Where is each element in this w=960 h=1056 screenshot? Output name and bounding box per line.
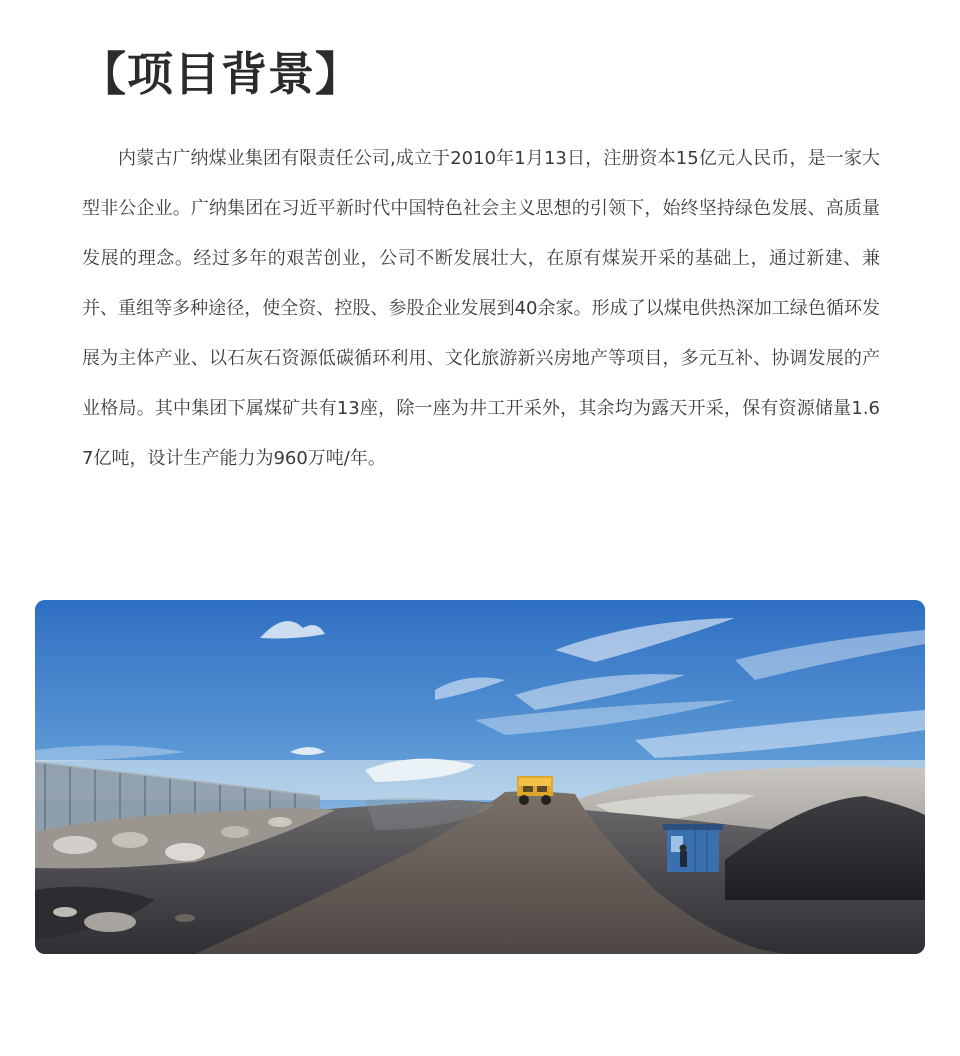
guard-hut xyxy=(663,824,723,872)
project-background-paragraph: 内蒙古广纳煤业集团有限责任公司,成立于2010年1月13日，注册资本15亿元人民币，是一家大型非公企业。广纳集团在习近平新时代中国特色社会主义思想的引领下，始终坚持绿色发展、高质量发展的理念。经过多年的艰苦创业，公司不断发展壮大，在原有煤炭开采的基础上，通过新建、兼并、重组等多种途径，使全资、控股、参股企业发展到40余家。形成了以煤电供热深加工绿色循环发展为主体产业、以石灰石资源低碳循环利用、文化旅游新兴房地产等项目，多元互补、协调发展的产业格局。其中集团下属煤矿共有13座，除一座为井工开采外，其余均为露天开采，保有资源储量1.67亿吨，设计生产能力为960万吨/年。 xyxy=(82,148,880,469)
open-pit-mine-photo xyxy=(35,600,925,954)
page-title: 【项目背景】 xyxy=(80,47,362,101)
worker xyxy=(680,845,688,868)
mine-landscape-illustration xyxy=(35,600,925,954)
